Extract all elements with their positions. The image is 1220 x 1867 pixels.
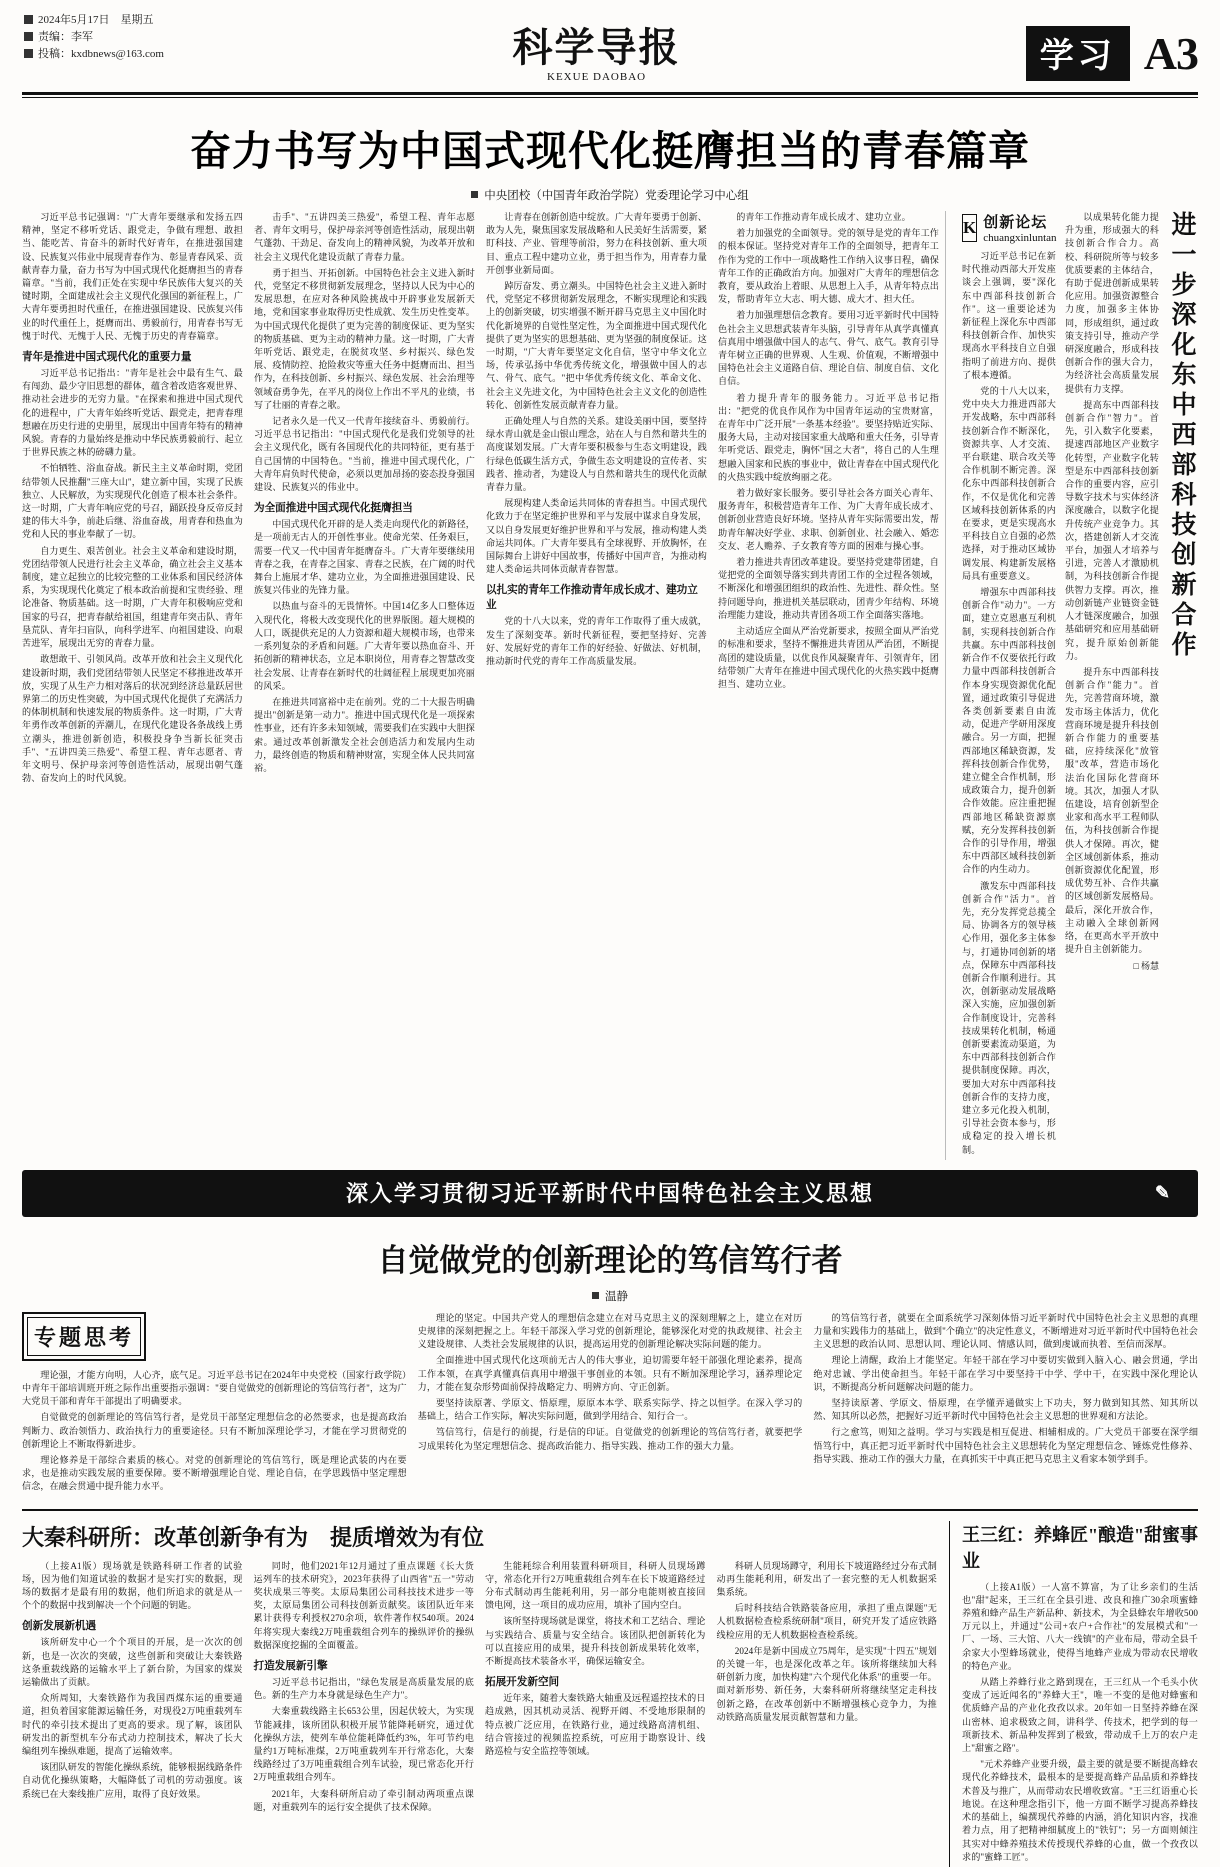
masthead-rule-thin [22,97,1198,98]
bottom-left-lead: （上接A1版）现场就是铁路科研工作者的试验场，因为他们知道试验的数据才是实打实的数据，现场的数据才是最有用的数据，他们所追求的就是从一个个的数据中找到解决一个个问题的钥匙。 [22,1560,243,1611]
article2-col-2: 理论的坚定。中国共产党人的理想信念建立在对马克思主义的深刻理解之上，建立在对历史规律的深刻把握之上。年轻干部深入学习党的创新理论，能够深化对党的执政规律、社会主义建设规律、人类社会发展规律的认识，提高运用党的创新理论解决实际问题的能力。 全面推进中国式现代化这项前无古人的伟大事业，迫切需要年轻干部强化理论素养，提高工作本领，在真学真懂真信真用中增强干事创业的本领。只有不断加深理论学习，涵养理论定力，才能在复杂形势面前保持战略定力、明辨方向、守正创新。 要坚持读原著、学原文、悟原理，原原本本学、联系实际学、持之以恒学。在深入学习的基础上，结合工作实际，解决实际问题，做到学用结合、知行合一。 笃信笃行，信是行的前提，行是信的印证。自觉做党的创新理论的笃信笃行者，就要把学习成果转化为坚定理想信念、提高政治能力、指导实践、推动工作的强大力量。 [417,1312,803,1451]
bottom-left-col-3: 生能耗综合利用装置科研项目，科研人员现场蹲守，常态化开行2万吨重载组合列车在长下坡道路经过分布式制动再生能耗利用，另一部分电能则被直接回馈电网，这一项目的成功应用，填补了国内空白。 该所坚持现场就是课堂，将技术和工艺结合、理论与实践结合、质量与安全结合。该团队把创新转化为可以直接应用的成果，提升科技创新成果转化效率，不断提高技术装备水平，确保运输安全。 拓展开发新空间 近年来，随着大秦铁路大轴重及远程遥控技术的日趋成熟，因其机动灵活、视野开阔、不受地形限制的特点被广泛应用，在铁路行业，通过线路高清机组、结合管接过的视频监控系统，可应用于勘察设计、线路巡检与安全监控等领域。 [485,1560,706,1757]
bottom-left-subhead-3: 拓展开发新空间 [485,1677,560,1689]
article2-col-3: 的笃信笃行者，就要在全面系统学习深刻体悟习近平新时代中国特色社会主义思想的真理力量和实践伟力的基础上，做到"个确立"的决定性意义，不断增进对习近平新时代中国特色社会主义思想的政治认同、思想认同、理论认同、情感认同，做到虔诚而执着、至信而深厚。 理论上清醒，政治上才能坚定。年轻干部在学习中要切实做到入脑入心、融会贯通，学出绝对忠诚、学出使命担当。年轻干部在学习中要坚持干中学、学中干，在实践中深化理论认识，不断提高分析问题解决问题的能力。 坚持读原著、学原文、悟原理，在学懂弄通做实上下功夫，努力做到知其然、知其所以然、知其所以必然，把握好习近平新时代中国特色社会主义思想的世界观和方法论。 行之愈笃，则知之益明。学习与实践是相互促进、相辅相成的。广大党员干部要在深学细悟笃行中，真正把习近平新时代中国特色社会主义思想转化为坚定理想信念、锤炼党性修养、指导实践、推动工作的强大力量，在真抓实干中真正把马克思主义看家本领学到手。 [813,1312,1199,1464]
bottom-left-subhead-1: 创新发展新机遇 [22,1621,97,1633]
article1-byline: 中央团校（中国青年政治学院）党委理论学习中心组 [0,187,1220,203]
banner-text: 深入学习贯彻习近平新时代中国特色社会主义思想 [345,1180,874,1206]
forum-title: 创新论坛 [983,215,1048,231]
article2-col-1: 专题思考 理论强，才能方向明，人心齐，底气足。习近平总书记在2024年中央党校（国家行政学院）中青年干部培训班开班之际作出重要指示强调："要自觉做党的创新理论的笃信笃行者"，这为广大党员干部和青年干部提出了明确要求。 自觉做党的创新理论的笃信笃行者，是党员干部坚定理想信念的必然要求，也是提高政治判断力、政治领悟力、政治执行力的重要途径。只有不断加深理论学习，才能在学习贯彻党的创新理论上不断取得新进步。 理论修养是干部综合素质的核心。对党的创新理论的笃信笃行，既是理论武装的内在要求，也是推动实践发展的重要保障。要不断增强理论自觉、理论自信，在学思践悟中坚定理想信念，在融会贯通中提升能力水平。 [22,1312,407,1497]
forum-logo [962,211,1056,244]
paper-title-pinyin: KEXUE DAOBAO [547,71,647,83]
article1-subhead-1: 青年是推进中国式现代化的重要力量 [22,352,192,364]
forum-author: □ 杨慧 [1133,961,1159,972]
article1-headline: 奋力书写为中国式现代化挺膺担当的青春篇章 [190,128,1030,174]
bullet-icon [24,49,33,58]
topic-stamp: 专题思考 [22,1312,146,1361]
bullet-icon [24,32,33,41]
article1-subhead-2: 为全面推进中国式现代化挺膺担当 [254,503,413,515]
masthead-rule [22,92,1198,95]
masthead-info [24,12,164,63]
square-icon [471,191,478,198]
forum-k-icon: K [962,214,977,242]
theme-banner [22,1170,1198,1217]
square-icon [592,1292,599,1299]
submission-email: 投稿：kxdbnews@163.com [38,48,164,60]
innovation-forum [962,211,1198,1160]
section-label: 学习 [1026,26,1130,81]
bottom-right-article: 王三红：养蜂匠"酿造"甜蜜事业 （上接A1版）一人富不算富，为了让乡亲们的生活也"甜"起来，王三红在全县引进、改良和推广30余项蜜蜂养殖和蜂产品生产新品种、新技术，为全县蜂农年增收500万元以上，并通过"公司+农户+合作社"的发展模式和"一厂、一场、三大馆、八大一线镇"的产业布局，带动全县千余家大小型蜂场就业，使得当地蜂产业成为带动农民增收的特色产业。 从踏上养蜂行业之路到现在，王三红从一个毛头小伙变成了远近闻名的"养蜂大王"，唯一不变的是他对蜂蜜和优质蜂产品的产业化孜孜以求。20年如一日坚持养蜂在深山密林、追求极致之间，讲科学、传技术，把学到的每一项新技术、新品种发挥到了极致，带动成千上万的农户走上"甜蜜之路"。 "元术养蜂产业要升级，最主要的就是要不断提高蜂农现代化养蜂技术，最根本的是要提高蜂产品品质和养蜂技术普及与推广，从而带动农民增收致富。"王三红语重心长地说。在这种理念指引下，他一方面不断学习提高养蜂技术的基础上，编撰现代养蜂的内涵，消化知识内容，找准着力点，用了把精神细腻度上的"铁钉"；另一方面则倾注其实对中蜂养殖技术传授现代养蜂的心血，做一个孜孜以求的"蜜蜂工匠"。 [949,1521,1198,1867]
article2-byline: 温静 [0,1288,1220,1304]
article1-subhead-3: 以扎实的青年工作推动青年成长成才、建功立业 [486,585,698,612]
bottom-right-headline: 王三红：养蜂匠"酿造"甜蜜事业 [962,1524,1198,1571]
editor-line: 责编：李军 [38,31,93,43]
bottom-left-col-4: 科研人员现场蹲守，利用长下坡道路经过分布式制动再生能耗利用，研发出了一套完整的无人机数据采集系统。 后时科技结合铁路装备应用，承担了重点课题"无人机数据检查检系统研制"项目，研究开发了适应铁路线检应用的无人机数据检查检系统。 2024年是新中国成立75周年，是实现"十四五"规划的关键一年，也是深化改革之年。该所将继续加大科研创新力度，加快构建"六个现代化体系"的重要一年。面对新形势、新任务，大秦科研所将继续坚定走科技创新之路，在改革创新中不断增强核心竞争力，为推动铁路高质量发展贡献智慧和力量。 [716,1560,937,1722]
masthead [0,0,1220,92]
article1-col-4: 的青年工作推动青年成长成才、建功立业。 着力加强党的全面领导。党的领导是党的青年工作的根本保证。坚持党对青年工作的全面领导，把青年工作作为党的工作中一项战略性工作纳入议事日程，确保青年工作的正确政治方向。加强对广大青年的理想信念教育，要从政治上着眼、从思想上入手，从青年特点出发，帮助青年立大志、明大德、成大才、担大任。 着力加强理想信念教育。要用习近平新时代中国特色社会主义思想武装青年头脑，引导青年从真学真懂真信真用中增强做中国人的志气、骨气、底气。教育引导青年树立正确的世界观、人生观、价值观，不断增强中国特色社会主义道路自信、理论自信、制度自信、文化自信。 着力提升青年的服务能力。习近平总书记指出："把党的优良作风作为中国青年运动的宝贵财富，在青年中广泛开展"一条基本经验"。要坚持贴近实际、服务大局，主动对接国家重大战略和重大任务，引导青年听党话、跟党走，胸怀"国之大者"，将自己的人生理想融入国家和民族的事业中，做让青春在中国式现代化的火热实践中绽放绚丽之花。 着力做好家长服务。要引导社会各方面关心青年、服务青年，积极营造青年工作、为广大青年成长成才、创新创业营造良好环境。坚持从青年实际需要出发，帮助青年解决好学业、求职、创新创业、社会融入、婚恋交友、老人赡养、子女教育等方面的困难与操心事。 着力推进共青团改革建设。要坚持党建带团建，自觉把党的全面领导落实到共青团工作的全过程各领域，不断深化和增强团组织的政治性、先进性、群众性。坚持问题导向，推进机关基层联动，团青少年结构、环境治理能力建设，推动共青团各项工作全面落实落地。 主动适应全面从严治党新要求，按照全面从严治党的标准和要求，坚持不懈推进共青团从严治团，不断提高团的建设质量，以优良作风凝聚青年、引领青年，团结带领广大青年在推进中国式现代化的火热实践中挺膺担当、建功立业。 [718,212,939,689]
forum-vertical-headline: 进一步深化东中西部科技创新合作 [1168,211,1195,661]
forum-col-1: K 创新论坛 chuangxinluntan 习近平总书记在新时代推动西部大开发座谈会上强调，要"深化东中西部科技创新合作"。这一重要论述为新征程上深化东中西部科技创新合作、加快实现高水平科技自立自强指明了前进方向、提供了根本遵循。 党的十八大以来，党中央大力推进西部大开发战略，东中西部科技创新合作不断深化，资源共享、人才交流、平台联建、联合攻关等合作机制不断完善。深化东中西部科技创新合作，不仅是优化和完善区域科技创新体系的内在要求，更是实现高水平科技自立自强的必然选择，对于推动区域协调发展、构建新发展格局具有重要意义。 增强东中西部科技创新合作"动力"。一方面，建立克恩惠互利机制，实现科技创新合作共赢。东中西部科技创新合作不仅要依托行政力量中西部科技创新合作本身实现资源优化配置，通过政策引导促进各类创新要素自由流动，促进产学研用深度融合。另一方面，把握西部地区稀缺资源，发挥科技创新合作优势，建立健全合作机制，形成政策合力，提升创新合作效能。应注重把握西部地区稀缺资源禀赋，充分发挥科技创新合作的引导作用，增强东中西部区域科技创新合作的内生动力。 激发东中西部科技创新合作"活力"。首先，充分发挥党总揽全局、协调各方的领导核心作用，强化多主体参与，打通协同创新的堵点，保障东中西部科技创新合作顺利进行。其次，创新驱动发展战略深入实施，应加强创新合作制度设计，完善科技成果转化机制，畅通创新要素流动渠道，为东中西部科技创新合作提供制度保障。再次，要加大对东中西部科技创新合作的支持力度，建立多元化投入机制，引导社会资本参与，形成稳定的投入增长机制。 [962,211,1056,1160]
page-number: A3 [1143,28,1198,79]
forum-title-pinyin: chuangxinluntan [983,232,1057,244]
section-block [1026,26,1198,81]
article1-body [0,211,1220,1160]
bottom-left-subhead-2: 打造发展新引擎 [253,1661,328,1673]
bottom-left-article [22,1521,937,1867]
paper-title [513,16,681,83]
bottom-left-headline: 大秦科研所：改革创新争有为 提质增效为有位 [22,1524,485,1550]
bottom-left-col-2: 同时，他们2021年12月通过了重点课题《长大货运列车的技术研究》，2023年获得了山西省"五一"劳动奖状成果三等奖。太原局集团公司科技技术进步一等奖，太原局集团公司科技创新贡献奖。该团队近年来累计获得专利授权270余项，软件著作权540项。2024年将实现大秦线2万吨重载组合列车的操纵评价的操纵数据深度挖掘的全面覆盖。 打造发展新引擎 习近平总书记指出，"绿色发展是高质量发展的底色。新的生产力本身就是绿色生产力"。 大秦重载线路主长653公里，因起伏较大，为实现节能减排，该所团队积极开展节能降耗研究，通过优化操纵方法，使列车单位能耗降低约3%，年可节约电量约1万吨标准煤，2万吨重载列车开行常态化，大秦线路经过了3万吨重载组合列车试验，现已常态化开行2万吨重载组合列车。 2021年，大秦科研所启动了牵引制动两项重点课题，对重载列车的运行安全提供了技术保障。 [253,1560,474,1812]
article2-headline: 自觉做党的创新理论的笃信笃行者 [377,1242,843,1278]
article1-col-3: 让青春在创新创造中绽放。广大青年要勇于创新、敢为人先，聚焦国家发展战略和人民美好生活需要，紧盯科技、产业、管理等前沿，努力在科技创新、重大项目、重点工程中建功立业，勇于担当作为，用青春力量开创事业新局面。 踔厉奋发、勇立潮头。中国特色社会主义进入新时代，党坚定不移贯彻新发展理念，不断实现理论和实践上的创新突破，切实增强不断开辟马克思主义中国化时代化新境界的自觉性坚定性，为全面推进中国式现代化提供了更为坚实的思想基础、更为坚强的制度保证。这一时期，"广大青年要坚定文化自信，坚守中华文化立场，传承弘扬中华优秀传统文化，增强做中国人的志气、骨气、底气。"把中华优秀传统文化、革命文化、社会主义先进文化，为中国特色社会主义文化的创造性转化、创新性发展贡献青春力量。 正确处理人与自然的关系。建设美丽中国，要坚持绿水青山就是金山银山理念，站在人与自然和谐共生的高度谋划发展。广大青年要积极参与生态文明建设，践行绿色低碳生活方式，争做生态文明建设的宣传者、实践者、推动者，为建设人与自然和谐共生的现代化贡献青春力量。 展现构建人类命运共同体的青春担当。中国式现代化致力于在坚定维护世界和平与发展中谋求自身发展，又以自身发展更好维护世界和平与发展，推动构建人类命运共同体。广大青年要具有全球视野、开放胸怀，在国际舞台上讲好中国故事，传播好中国声音，为推动构建人类命运共同体贡献青春智慧。 以扎实的青年工作推动青年成长成才、建功立业 党的十八大以来，党的青年工作取得了重大成就，发生了深刻变革。新时代新征程，要把坚持好、完善好、发展好党的青年工作的好经验、好做法、好机制，推动新时代党的青年工作高质量发展。 [486,212,707,667]
bottom-section [0,1521,1220,1867]
section-rule [22,1509,1198,1511]
article2-body [0,1312,1220,1497]
article1-col-2: 击手"、"五讲四美三热爱"，希望工程、青年志愿者、青年文明号，保护母亲河等创造性活动，展现出朝气蓬勃、干劲足、奋发向上的精神风貌，为改革开放和社会主义现代化建设贡献了青春力量。 勇于担当、开拓创新。中国特色社会主义进入新时代，党坚定不移贯彻新发展理念，坚持以人民为中心的发展思想，在应对各种风险挑战中开辟事业发展新天地，党和国家事业取得历史性成就、发生历史性变革。为中国式现代化提供了更为完善的制度保证、更为坚实的物质基础、更为主动的精神力量。这一时期，广大青年听党话、跟党走，在脱贫攻坚、乡村振兴、绿色发展、疫情防控、抢险救灾等重大任务中挺膺而出、担当作为，在科技创新、乡村振兴、绿色发展、社会治理等领域奋勇争先，在平凡的岗位上作出不平凡的业绩，书写了壮丽的青春之歌。 记者永久是一代又一代青年接续奋斗、勇毅前行。习近平总书记指出："中国式现代化是我们党领导的社会主义现代化，既有各国现代化的共同特征，更有基于自己国情的中国特色。"当前，推进中国式现代化，广大青年肩负时代使命，必须以更加昂扬的姿态投身强国建设、民族复兴的伟业中。 为全面推进中国式现代化挺膺担当 中国式现代化开辟的是人类走向现代化的新路径，是一项前无古人的开创性事业。使命光荣、任务艰巨，需要一代又一代中国青年挺膺奋斗。广大青年要继续用青春之我，在青春之国家、青春之民族，在广阔的时代舞台上施展才华、建功立业，为全面推进强国建设、民族复兴伟业的先锋力量。 以热血与奋斗的无畏情怀。中国14亿多人口整体迈入现代化，将极大改变现代化的世界版图。超大规模的人口，既提供充足的人力资源和超大规模市场，也带来一系列复杂的矛盾和问题。广大青年要以热血奋斗、开拓创新的精神状态，立足本职岗位，用青春之智慧改变社会发展、让青春在新时代的壮阔征程上展现更加亮丽的风采。 在推进共同富裕中走在前列。党的二十大报告明确提出"创新是第一动力"。推进中国式现代化是一项探索性事业，还有许多未知领域，需要我们在实践中大胆探索。通过改革创新激发全社会创造活力和发展内生动力，最终创造的物质和精神财富，实现全体人民共同富裕。 [254,212,475,773]
publish-date: 2024年5月17日 星期五 [38,14,154,26]
pen-icon: ✎ [1154,1182,1172,1203]
paper-title-cn: 科学导报 [512,25,681,70]
article1-col-1: 习近平总书记强调："广大青年要继承和发扬五四精神，坚定不移听党话、跟党走，争做有理想、敢担当、能吃苦、肯奋斗的新时代好青年，在推进强国建设、民族复兴伟业中展现青春作为、彰显青春风采、贡献青春力量，奋力书写为中国式现代化挺膺担当的青春篇章。"当前，我们正处在实现中华民族伟大复兴的关键时期，全面建成社会主义现代化强国的新征程上，广大青年要勇担时代重任，在推进强国建设、民族复兴伟业的时代重任上，挺膺而出、勇毅前行，用青春书写无愧于时代、无愧于人民、无愧于历史的青春篇章。 青年是推进中国式现代化的重要力量 习近平总书记指出："青年是社会中最有生气、最有闯劲、最少守旧思想的群体，蕴含着改造客观世界、推动社会进步的无穷力量。"在探索和推进中国式现代化的进程中，广大青年始终听党话、跟党走，把青春理想融在历史行进的史册里，展现出中国青年特有的精神风貌。青春的力量始终是推动中华民族勇毅前行、起立于世界民族之林的磅礴力量。 不怕牺牲、浴血奋战。新民主主义革命时期，党团结带领人民推翻"三座大山"，建立新中国，实现了民族独立、人民解放，为实现现代化创造了根本社会条件。这一时期，广大青年响应党的号召，踊跃投身反帝反封建的伟大斗争，前赴后继、浴血奋战，用青春和热血为党和人民的事业奉献了一切。 自力更生、艰苦创业。社会主义革命和建设时期，党团结带领人民进行社会主义革命，确立社会主义基本制度，建立起独立的比较完整的工业体系和国民经济体系，为实现现代化奠定了根本政治前提和宝贵经验、理论准备、物质基础。这一时期，广大青年积极响应党和国家的号召，把青春献给祖国，组建青年突击队、青年垦荒队、青年扫盲队，向科学进军、向祖国建设、向艰苦进军，展现出无穷的青春力量。 敢想敢干、引领风尚。改革开放和社会主义现代化建设新时期，我们党团结带领人民坚定不移推进改革开放，实现了从生产力相对落后的状况到经济总量跃居世界第二的历史性突破，为中国式现代化提供了充满活力的体制机制和快速发展的物质条件。这一时期，广大青年勇作改革创新的弄潮儿，在现代化建设各条战线上勇立潮头，推进创新创造，积极投身争当新长征突击手"、"五讲四美三热爱"、希望工程、青年志愿者、青年文明号、保护母亲河等创造性活动，展现出朝气蓬勃、奋发向上的时代风貌。 [22,212,243,784]
bottom-left-col-1: （上接A1版）现场就是铁路科研工作者的试验场，因为他们知道试验的数据才是实打实的数据，现场的数据才是最有用的数据，他们所追求的就是从一个个的数据中找到解决一个个问题的钥匙。 创新发展新机遇 该所研发中心一个个项目的开展，是一次次的创新，也是一次次的突破，这些创新和突破让大秦铁路这条重载线路的运输水平上了新台阶，为国家的煤炭运输做出了贡献。 众所周知，大秦铁路作为我国西煤东运的重要通道，担负着国家能源运输任务，对现役2万吨重载列车时代的牵引技术提出了更高的要求。现了解，该团队研发出的新型机车分布式动力控制技术，解决了长大编组列车操纵难题，提高了运输效率。 该团队研发的智能化操纵系统，能够根据线路条件自动优化操纵策略，大幅降低了司机的劳动强度。该系统已在大秦线推广应用，取得了良好效果。 [22,1560,243,1799]
column-divider [945,211,946,1160]
bullet-icon [24,15,33,24]
forum-col-2: 以成果转化能力提升为重，形成强大的科技创新合作合力。高校、科研院所等与较多优质要素的主体结合，有助于促进创新成果转化应用。加强资源整合力度，加强多主体协同，形成组织，通过政策支持引导，推动产学研深度融合，形成科技创新合作的强大合力，为经济社会高质量发展提供有力支撑。 提高东中西部科技创新合作"智力"。首先，引入数字化要素，提速西部地区产业数字化转型，产业数字化转型是东中西部科技创新合作的重要内容，应引导数字技术与实体经济深度融合，以数字化提升传统产业竞争力。其次，搭建创新人才交流平台，加强人才培养与引进，完善人才激励机制，为科技创新合作提供智力支撑。再次，推动创新链产业链资金链人才链深度融合，加强基础研究和应用基础研究，提升原始创新能力。 提升东中西部科技创新合作"能力"。首先，完善营商环境，激发市场主体活力，优化营商环境是提升科技创新合作能力的重要基础，应持续深化"放管服"改革，营造市场化法治化国际化营商环境。其次，加强人才队伍建设，培育创新型企业家和高水平工程师队伍，为科技创新合作提供人才保障。再次，健全区域创新体系，推动创新资源优化配置，形成优势互补、合作共赢的区域创新发展格局。最后，深化开放合作，主动融入全球创新网络，在更高水平开放中提升自主创新能力。 □ 杨慧 [1065,212,1159,972]
